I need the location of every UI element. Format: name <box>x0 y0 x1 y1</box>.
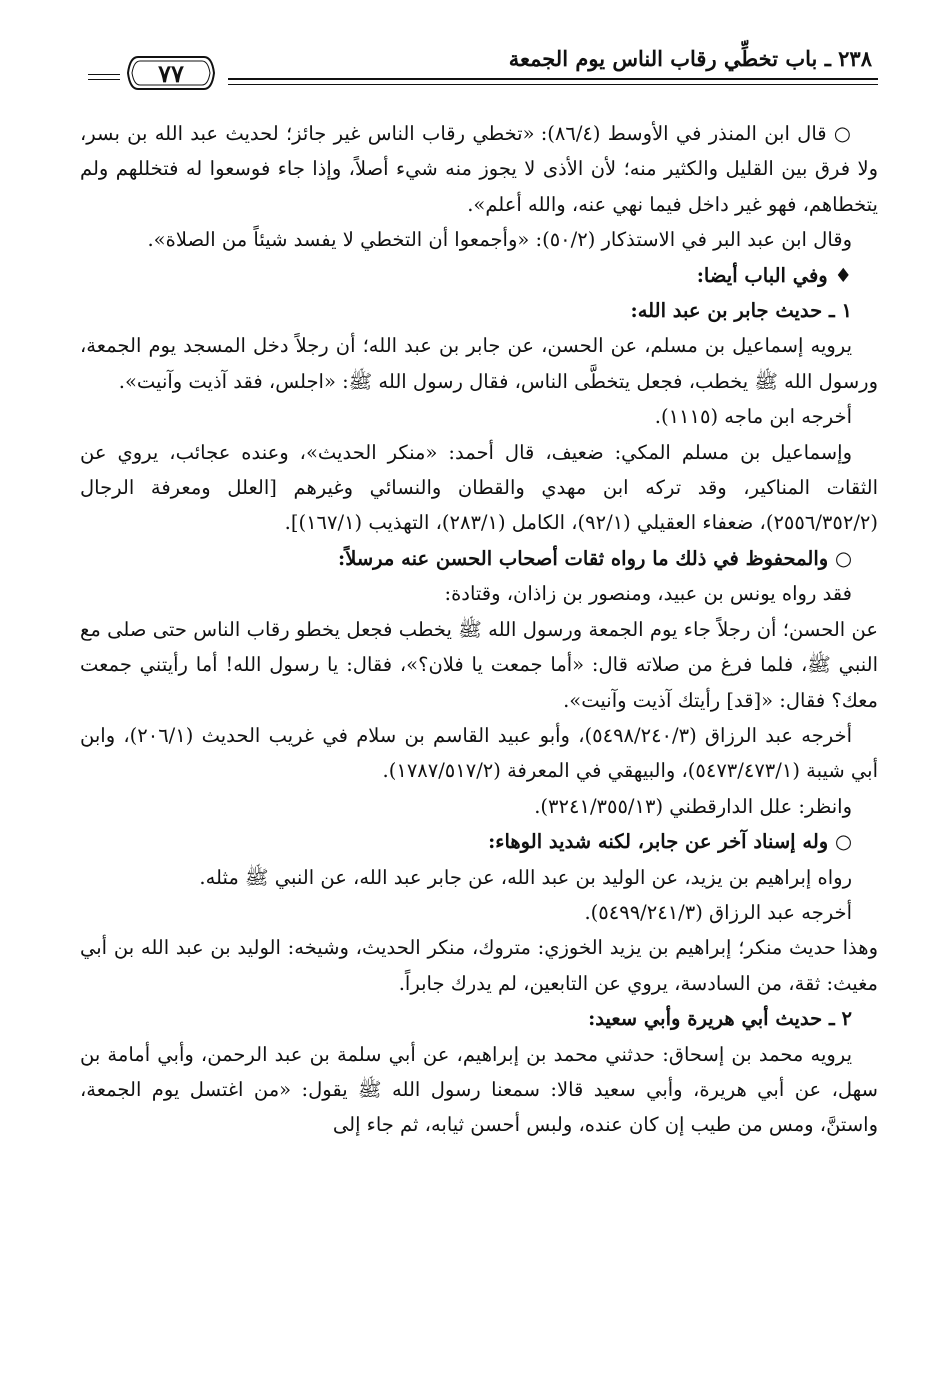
paragraph: وهذا حديث منكر؛ إبراهيم بن يزيد الخوزي: متروك، منكر الحديث، وشيخه: الوليد بن عبد الله بن أبي مغيث: ثقة، من السادسة، يروي عن التابعين، لم يدرك جابراً. <box>80 936 878 995</box>
paragraph: أخرجه ابن ماجه (١١١٥). <box>654 405 852 429</box>
paragraph: أخرجه عبد الرزاق (٥٤٩٨/٢٤٠/٣)، وأبو عبيد القاسم بن سلام في غريب الحديث (٢٠٦/١)، وابن أبي شيبة (٥٤٧٣/٤٧٣/١)، والبيهقي في المعرفة (١٧٨٧/٥١٧/٢). <box>80 723 878 783</box>
paragraph: وإسماعيل بن مسلم المكي: ضعيف، قال أحمد: «منكر الحديث»، وعنده عجائب، يروي عن الثقات المناكير، وقد تركه ابن مهدي والقطان والنسائي وغيرهم [العلل ومعرفة الرجال (٢٥٥٦/٣٥٢/٢)، ضعفاء العقيلي (٩٢/١)، الكامل (٢٨٣/١)، التهذيب (١٦٧/١)]. <box>80 440 878 535</box>
paragraph: رواه إبراهيم بن يزيد، عن الوليد بن عبد الله، عن جابر عبد الله، عن النبي ﷺ مثله. <box>199 865 852 889</box>
paragraph: وانظر: علل الدارقطني (٣٢٤١/٣٥٥/١٣). <box>534 794 852 818</box>
paragraph: يرويه إسماعيل بن مسلم، عن الحسن، عن جابر بن عبد الله؛ أن رجلاً دخل المسجد يوم الجمعة، ورسول الله ﷺ يخطب، فجعل يتخطَّى الناس، فقال رسول الله ﷺ: «اجلس، فقد آذيت وآنيت». <box>80 334 878 393</box>
header-rule <box>228 78 878 80</box>
running-title: ٢٣٨ ـ باب تخطِّي رقاب الناس يوم الجمعة <box>508 46 872 71</box>
header-left-rules <box>88 74 120 84</box>
paragraph: ♦ وفي الباب أيضا: <box>696 263 852 287</box>
main-text <box>80 116 878 1143</box>
page-number: ٧٧ <box>158 58 184 88</box>
paragraph: عن الحسن؛ أن رجلاً جاء يوم الجمعة ورسول الله ﷺ يخطب فجعل يخطو رقاب الناس حتى صلى مع النبي ﷺ، فلما فرغ من صلاته قال: «أما جمعت يا فلان؟»، فقال: يا رسول الله! أما رأيتني جمعت معك؟ فقال: «[قد] رأيتك آذيت وآنيت». <box>80 617 878 712</box>
paragraph: فقد رواه يونس بن عبيد، ومنصور بن زاذان، وقتادة: <box>444 582 852 606</box>
paragraph: ○ والمحفوظ في ذلك ما رواه ثقات أصحاب الحسن عنه مرسلاً: <box>338 546 852 570</box>
header-rule-thin <box>228 84 878 85</box>
paragraph: ○ قال ابن المنذر في الأوسط (٨٦/٤): «تخطي رقاب الناس غير جائز؛ لحديث عبد الله بن بسر، ولا فرق بين القليل والكثير منه؛ لأن الأذى لا يجوز منه شيء أصلاً، وإذا جاء فوسعوا له فتخللهم ولم يتخطاهم، فهو غير داخل فيما نهي عنه، والله أعلم». <box>80 122 878 216</box>
paragraph: ٢ ـ حديث أبي هريرة وأبي سعيد: <box>588 1007 852 1031</box>
paragraph: أخرجه عبد الرزاق (٥٤٩٩/٢٤١/٣). <box>584 900 852 924</box>
page-header <box>88 42 878 94</box>
paragraph: ١ ـ حديث جابر بن عبد الله: <box>630 299 852 323</box>
paragraph: وقال ابن عبد البر في الاستذكار (٥٠/٢): «وأجمعوا أن التخطي لا يفسد شيئاً من الصلاة». <box>147 228 852 252</box>
paragraph: يرويه محمد بن إسحاق: حدثني محمد بن إبراهيم، عن أبي سلمة بن عبد الرحمن، وأبي أمامة بن سهل، عن أبي هريرة، وأبي سعيد قالا: سمعنا رسول الله ﷺ يقول: «من اغتسل يوم الجمعة، واستنَّ، ومس من طيب إن كان عنده، ولبس أحسن ثيابه، ثم جاء إلى <box>80 1042 878 1137</box>
page-number-badge <box>126 54 216 92</box>
paragraph: ○ وله إسناد آخر عن جابر، لكنه شديد الوهاء: <box>488 830 852 854</box>
